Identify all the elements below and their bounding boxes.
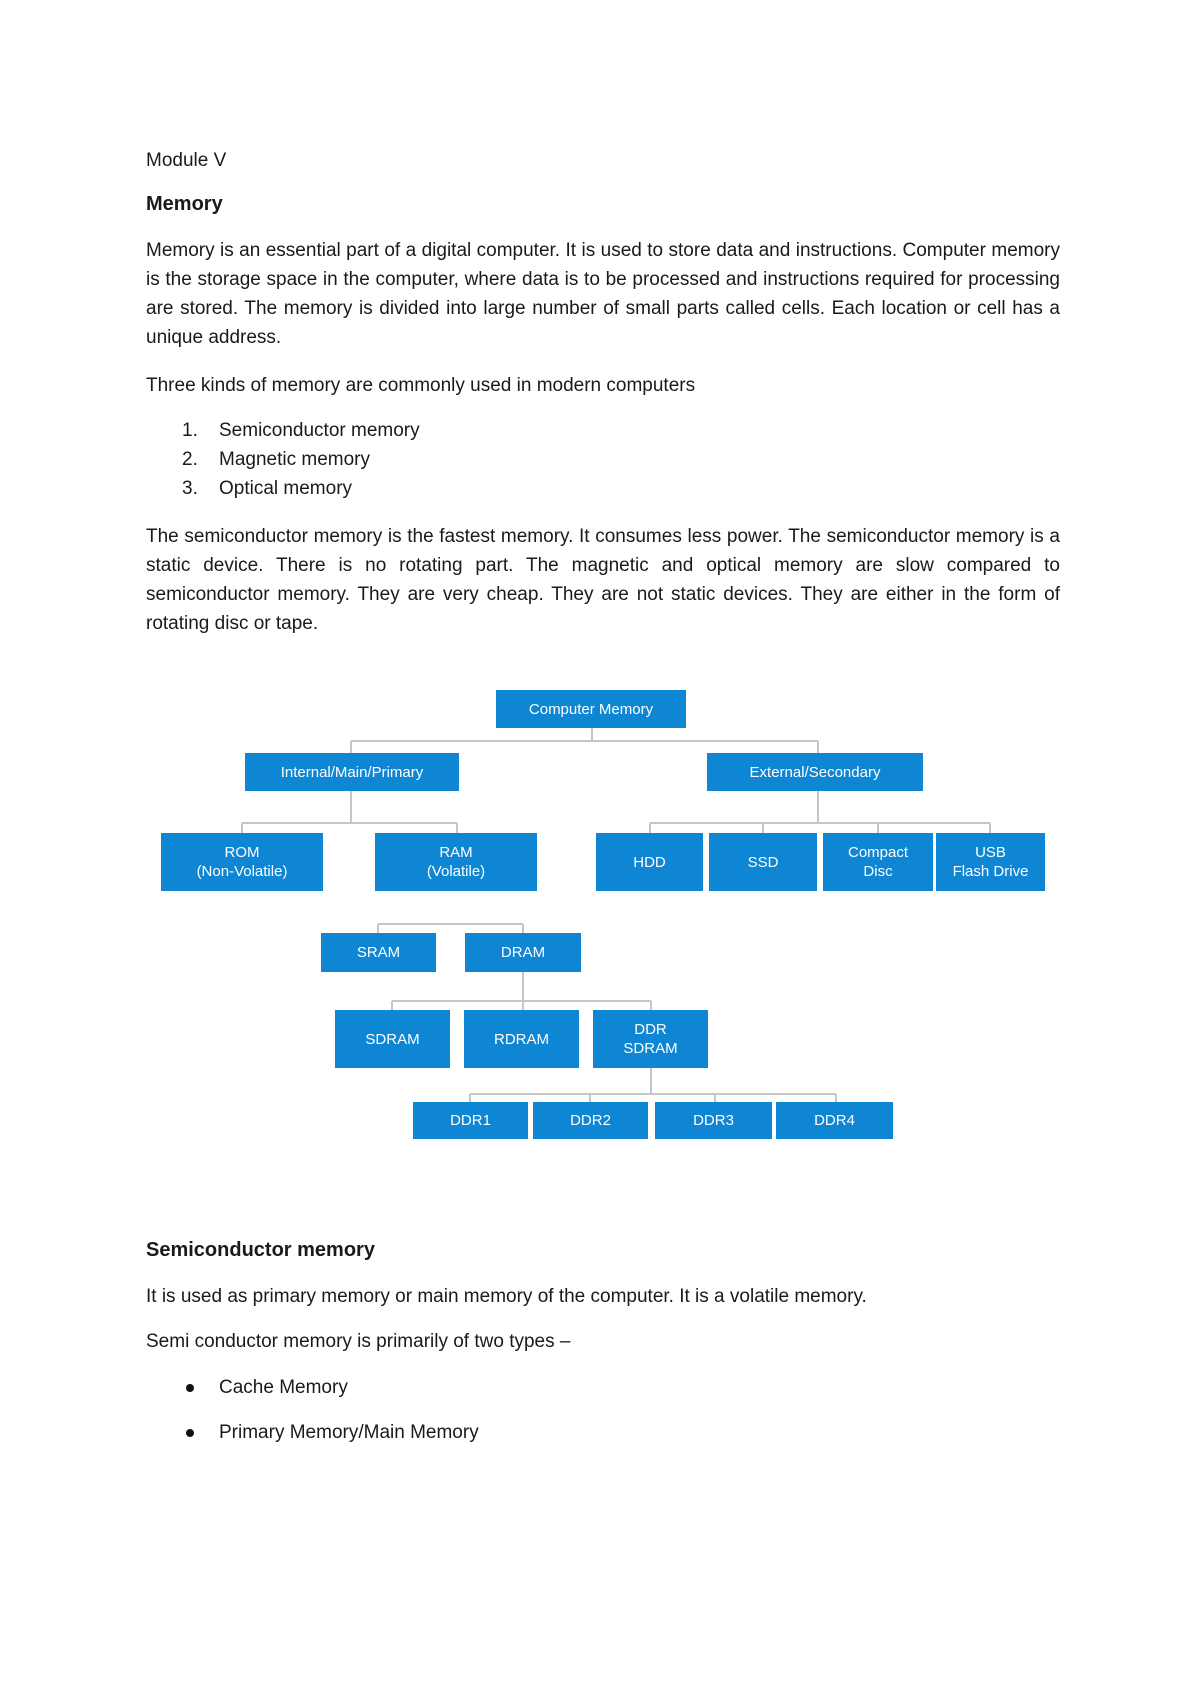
memory-types-list-2 (146, 1418, 1060, 1447)
external-memory-node: External/Secondary (707, 753, 923, 791)
list-item-label: Semiconductor memory (219, 420, 420, 441)
bullet-icon (186, 1384, 194, 1392)
list-number: 1. (182, 420, 198, 441)
rom-node: ROM (Non-Volatile) (161, 833, 323, 891)
ddr-sdram-node: DDR SDRAM (593, 1010, 708, 1068)
ddr4-node: DDR4 (776, 1102, 893, 1139)
list-item-label: Magnetic memory (219, 449, 370, 470)
semiconductor-paragraph: It is used as primary memory or main memory of the computer. It is a volatile memory. (146, 1286, 867, 1307)
ram-node: RAM (Volatile) (375, 833, 537, 891)
usb-flash-drive-node: USB Flash Drive (936, 833, 1045, 891)
ddr1-node: DDR1 (413, 1102, 528, 1139)
memory-kinds-list (146, 416, 1060, 503)
module-label: Module V (146, 150, 227, 171)
memory-heading: Memory (146, 193, 223, 215)
list-item-label: Cache Memory (219, 1377, 348, 1398)
ddr3-node: DDR3 (655, 1102, 772, 1139)
list-item (146, 1418, 1060, 1447)
computer-memory-node: Computer Memory (496, 690, 686, 728)
ssd-node: SSD (709, 833, 817, 891)
bullet-icon (186, 1429, 194, 1437)
rdram-node: RDRAM (464, 1010, 579, 1068)
intro-paragraph: Memory is an essential part of a digital computer. It is used to store data and instructions. Computer memory is the storage space in the computer, where data is to be processed and instructions required for processing are stored. The memory is divided into large number of small parts called cells. Each location or cell has a unique address. (146, 240, 1060, 348)
memory-types-list (146, 1373, 1060, 1402)
kinds-intro: Three kinds of memory are commonly used in modern computers (146, 375, 696, 396)
dram-node: DRAM (465, 933, 581, 972)
compare-paragraph: The semiconductor memory is the fastest memory. It consumes less power. The semiconductor memory is a static device. There is no rotating part. The magnetic and optical memory are slow compared to semiconductor memory. They are very cheap. They are not static devices. They are either in the form of rotating disc or tape. (146, 526, 1060, 634)
list-item (146, 445, 1060, 474)
sram-node: SRAM (321, 933, 436, 972)
internal-memory-node: Internal/Main/Primary (245, 753, 459, 791)
types-intro: Semi conductor memory is primarily of two types – (146, 1331, 571, 1352)
list-item-label: Optical memory (219, 478, 353, 499)
list-item (146, 474, 1060, 503)
semiconductor-heading: Semiconductor memory (146, 1239, 375, 1261)
list-item-label: Primary Memory/Main Memory (219, 1422, 479, 1443)
ddr2-node: DDR2 (533, 1102, 648, 1139)
compact-disc-node: Compact Disc (823, 833, 933, 891)
list-item (146, 1373, 1060, 1402)
hdd-node: HDD (596, 833, 703, 891)
list-item (146, 416, 1060, 445)
sdram-node: SDRAM (335, 1010, 450, 1068)
list-number: 2. (182, 449, 198, 470)
list-number: 3. (182, 478, 198, 499)
